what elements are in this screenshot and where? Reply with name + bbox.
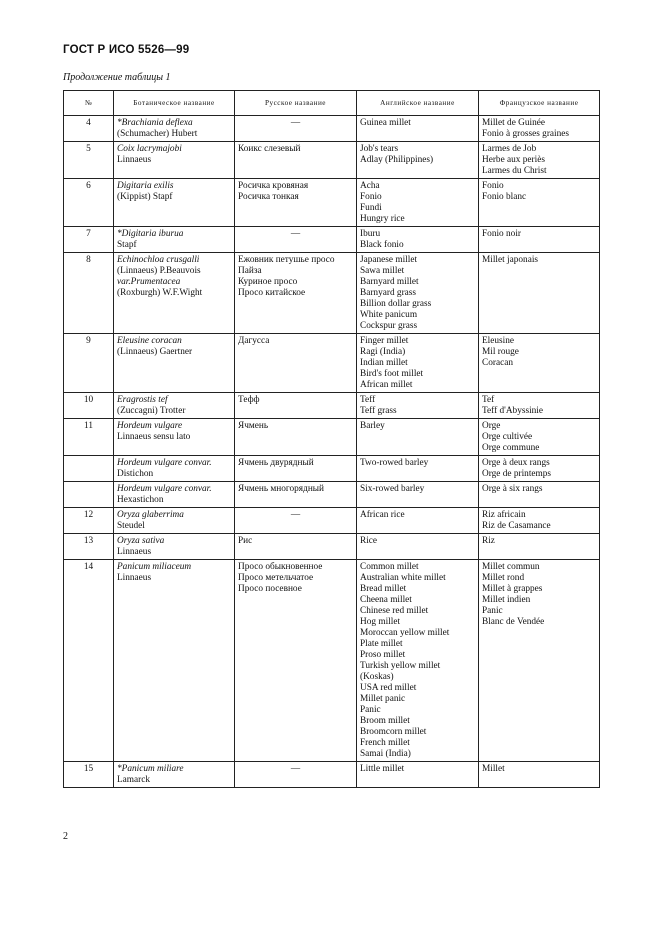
russian-name-line: Куриное просо [238, 277, 298, 287]
table-row [64, 456, 600, 482]
row-number [64, 482, 114, 508]
english-name-line: Billion dollar grass [360, 299, 432, 309]
french-name-line: Riz de Casamance [482, 521, 551, 531]
french-name-cell [479, 534, 600, 560]
botanical-name-line: Oryza glaberrima [117, 510, 184, 520]
botanical-name-line: (Schumacher) Hubert [117, 129, 198, 139]
english-name-line: Teff [360, 395, 376, 405]
french-name-line: Orge cultivée [482, 432, 533, 442]
botanical-name-line: *Panicum miliare [117, 764, 184, 774]
french-name-line: Fonio blanc [482, 192, 527, 202]
botanical-name-line: Hordeum vulgare [117, 421, 183, 431]
botanical-name-line: Hordeum vulgare convar. [117, 458, 212, 468]
column-header-french: Французское название [479, 91, 600, 116]
english-name-cell [357, 508, 479, 534]
french-name-cell [479, 179, 600, 227]
english-name-line: Plate millet [360, 639, 403, 649]
russian-name-line: Коикс слезевый [238, 144, 301, 154]
botanical-name-line: *Brachiania deflexa [117, 118, 193, 128]
table-row [64, 762, 600, 788]
english-name-line: Acha [360, 181, 380, 191]
table-row [64, 227, 600, 253]
botanical-name-line: Linnaeus [117, 547, 152, 557]
russian-name-cell [235, 508, 357, 534]
english-name-line: Cockspur grass [360, 321, 418, 331]
french-name-line: Millet commun [482, 562, 540, 572]
french-name-line: Riz africain [482, 510, 526, 520]
english-name-line: Chinese red millet [360, 606, 429, 616]
english-name-line: Bird's foot millet [360, 369, 424, 379]
russian-name-cell [235, 419, 357, 456]
french-name-cell [479, 253, 600, 334]
english-name-line: Ragi (India) [360, 347, 406, 357]
table-body [64, 116, 600, 788]
french-name-line: Coracan [482, 358, 513, 368]
english-name-line: Proso millet [360, 650, 406, 660]
english-name-cell [357, 762, 479, 788]
french-name-line: Fonio à grosses graines [482, 129, 570, 139]
english-name-cell [357, 179, 479, 227]
russian-name-cell [235, 253, 357, 334]
botanical-name-line: Panicum miliaceum [117, 562, 192, 572]
row-number: 5 [64, 142, 114, 179]
table-row [64, 179, 600, 227]
row-number: 14 [64, 560, 114, 762]
russian-name-cell [235, 482, 357, 508]
english-name-line: Barnyard millet [360, 277, 419, 287]
table-row [64, 419, 600, 456]
botanical-name-cell [114, 334, 235, 393]
french-name-line: Millet à grappes [482, 584, 543, 594]
french-name-line: Millet de Guinée [482, 118, 545, 128]
french-name-line: Larmes du Christ [482, 166, 547, 176]
botanical-name-line: Eragrostis tef [117, 395, 168, 405]
english-name-cell [357, 142, 479, 179]
russian-name-line: Просо китайское [238, 288, 306, 298]
russian-name-line: — [290, 510, 301, 520]
botanical-name-line: (Roxburgh) W.F.Wight [117, 288, 203, 298]
russian-name-line: — [290, 764, 301, 774]
botanical-name-cell [114, 762, 235, 788]
french-name-line: Millet [482, 764, 505, 774]
table-row [64, 116, 600, 142]
botanical-name-line: Echinochloa crusgalli [117, 255, 200, 265]
botanical-name-cell [114, 227, 235, 253]
english-name-cell [357, 456, 479, 482]
french-name-line: Millet japonais [482, 255, 539, 265]
botanical-name-line: var.Prumentacea [117, 277, 181, 287]
french-name-line: Eleusine [482, 336, 515, 346]
russian-name-line: Просо посевное [238, 584, 302, 594]
botanical-name-line: Distichon [117, 469, 154, 479]
column-header-botanical: Ботаническое название [114, 91, 235, 116]
french-name-line: Fonio [482, 181, 504, 191]
english-name-line: Indian millet [360, 358, 408, 368]
russian-name-cell [235, 534, 357, 560]
russian-name-cell [235, 179, 357, 227]
english-name-line: USA red millet [360, 683, 417, 693]
french-name-line: Millet rond [482, 573, 525, 583]
english-name-line: Broom millet [360, 716, 410, 726]
russian-name-line: Тефф [238, 395, 260, 405]
english-name-cell [357, 253, 479, 334]
botanical-name-cell [114, 142, 235, 179]
russian-name-cell [235, 334, 357, 393]
english-name-cell [357, 227, 479, 253]
english-name-cell [357, 482, 479, 508]
russian-name-line: Росичка тонкая [238, 192, 299, 202]
french-name-cell [479, 227, 600, 253]
english-name-line: Millet panic [360, 694, 406, 704]
english-name-cell [357, 393, 479, 419]
english-name-cell [357, 560, 479, 762]
english-name-line: (Koskas) [360, 672, 394, 682]
french-name-cell [479, 334, 600, 393]
english-name-cell [357, 334, 479, 393]
table-row [64, 508, 600, 534]
botanical-name-cell [114, 456, 235, 482]
row-number: 7 [64, 227, 114, 253]
botanical-name-line: Linnaeus [117, 155, 152, 165]
french-name-line: Tef [482, 395, 495, 405]
english-name-cell [357, 116, 479, 142]
english-name-line: Six-rowed barley [360, 484, 425, 494]
row-number: 6 [64, 179, 114, 227]
row-number: 4 [64, 116, 114, 142]
russian-name-cell [235, 762, 357, 788]
english-name-line: Rice [360, 536, 378, 546]
french-name-cell [479, 419, 600, 456]
english-name-line: Sawa millet [360, 266, 405, 276]
table-row [64, 482, 600, 508]
russian-name-line: Ячмень двурядный [238, 458, 314, 468]
english-name-line: Adlay (Philippines) [360, 155, 434, 165]
botanical-name-line: (Linnaeus) P.Beauvois [117, 266, 201, 276]
french-name-line: Larmes de Job [482, 144, 537, 154]
botanical-name-cell [114, 419, 235, 456]
english-name-line: Hog millet [360, 617, 401, 627]
english-name-line: Samai (India) [360, 749, 411, 759]
english-name-line: White panicum [360, 310, 418, 320]
english-name-line: Turkish yellow millet [360, 661, 441, 671]
table-caption: Продолжение таблицы 1 [63, 72, 171, 83]
russian-name-cell [235, 227, 357, 253]
botanical-name-line: Eleusine coracan [117, 336, 182, 346]
botanical-name-line: Linnaeus [117, 573, 152, 583]
row-number: 10 [64, 393, 114, 419]
english-name-cell [357, 419, 479, 456]
table-row [64, 534, 600, 560]
russian-name-line: Рис [238, 536, 253, 546]
english-name-line: French millet [360, 738, 410, 748]
french-name-line: Fonio noir [482, 229, 521, 239]
english-name-line: Moroccan yellow millet [360, 628, 450, 638]
russian-name-line: — [290, 118, 301, 128]
french-name-cell [479, 560, 600, 762]
botanical-name-cell [114, 482, 235, 508]
french-name-cell [479, 508, 600, 534]
russian-name-line: Ежовник петушье просо [238, 255, 335, 265]
row-number: 11 [64, 419, 114, 456]
french-name-line: Orge à six rangs [482, 484, 543, 494]
english-name-line: Hungry rice [360, 214, 405, 224]
botanical-name-line: Oryza sativa [117, 536, 165, 546]
english-name-line: Fundi [360, 203, 382, 213]
french-name-line: Riz [482, 536, 495, 546]
french-name-line: Orge de printemps [482, 469, 552, 479]
french-name-cell [479, 456, 600, 482]
english-name-line: Broomcorn millet [360, 727, 427, 737]
botanical-name-line: Lamarck [117, 775, 151, 785]
english-name-line: Japanese millet [360, 255, 418, 265]
document-title: ГОСТ Р ИСО 5526—99 [63, 44, 190, 56]
botanical-name-line: Steudel [117, 521, 145, 531]
botanical-name-line: Stapf [117, 240, 137, 250]
french-name-line: Orge à deux rangs [482, 458, 550, 468]
russian-name-cell [235, 116, 357, 142]
botanical-name-line: Coix lacrymajobi [117, 144, 182, 154]
english-name-line: Cheena millet [360, 595, 412, 605]
botanical-name-cell [114, 253, 235, 334]
english-name-line: Job's tears [360, 144, 399, 154]
french-name-cell [479, 142, 600, 179]
table-row [64, 334, 600, 393]
column-header-english: Английское название [357, 91, 479, 116]
russian-name-line: Просо обыкновенное [238, 562, 323, 572]
botanical-name-cell [114, 393, 235, 419]
botanical-name-cell [114, 116, 235, 142]
row-number: 9 [64, 334, 114, 393]
french-name-cell [479, 116, 600, 142]
table-row [64, 560, 600, 762]
english-name-line: African millet [360, 380, 413, 390]
row-number: 15 [64, 762, 114, 788]
english-name-line: Guinea millet [360, 118, 411, 128]
russian-name-line: Росичка кровяная [238, 181, 309, 191]
english-name-line: Two-rowed barley [360, 458, 429, 468]
table-row [64, 142, 600, 179]
english-name-line: Finger millet [360, 336, 409, 346]
french-name-line: Blanc de Vendée [482, 617, 545, 627]
russian-name-line: Дагусса [238, 336, 270, 346]
english-name-cell [357, 534, 479, 560]
table-row [64, 253, 600, 334]
english-name-line: Barley [360, 421, 385, 431]
botanical-name-line: (Zuccagni) Trotter [117, 406, 186, 416]
botanical-name-line: (Kippist) Stapf [117, 192, 173, 202]
french-name-line: Herbe aux periès [482, 155, 545, 165]
botanical-name-cell [114, 534, 235, 560]
english-name-line: Australian white millet [360, 573, 446, 583]
french-name-cell [479, 393, 600, 419]
russian-name-line: — [290, 229, 301, 239]
cereal-names-table [63, 90, 600, 788]
english-name-line: Black fonio [360, 240, 404, 250]
english-name-line: Fonio [360, 192, 382, 202]
table-header-row [64, 91, 600, 116]
row-number [64, 456, 114, 482]
botanical-name-line: *Digitaria iburua [117, 229, 184, 239]
botanical-name-cell [114, 560, 235, 762]
english-name-line: Iburu [360, 229, 381, 239]
botanical-name-cell [114, 179, 235, 227]
page-number: 2 [63, 831, 68, 842]
english-name-line: Little millet [360, 764, 405, 774]
russian-name-line: Ячмень [238, 421, 269, 431]
column-header-russian: Русское название [235, 91, 357, 116]
english-name-line: Bread millet [360, 584, 407, 594]
botanical-name-line: (Linnaeus) Gaertner [117, 347, 193, 357]
russian-name-cell [235, 456, 357, 482]
botanical-name-cell [114, 508, 235, 534]
russian-name-cell [235, 393, 357, 419]
botanical-name-line: Digitaria exilis [117, 181, 174, 191]
french-name-cell [479, 482, 600, 508]
english-name-line: Panic [360, 705, 381, 715]
french-name-line: Panic [482, 606, 503, 616]
row-number: 8 [64, 253, 114, 334]
row-number: 13 [64, 534, 114, 560]
russian-name-cell [235, 142, 357, 179]
russian-name-cell [235, 560, 357, 762]
russian-name-line: Пайза [238, 266, 262, 276]
column-header-number: № [64, 91, 114, 116]
table-row [64, 393, 600, 419]
french-name-line: Orge [482, 421, 501, 431]
botanical-name-line: Hexastichon [117, 495, 164, 505]
botanical-name-line: Linnaeus sensu lato [117, 432, 191, 442]
french-name-line: Orge commune [482, 443, 540, 453]
english-name-line: Common millet [360, 562, 419, 572]
french-name-line: Teff d'Abyssinie [482, 406, 544, 416]
french-name-line: Mil rouge [482, 347, 519, 357]
french-name-cell [479, 762, 600, 788]
russian-name-line: Ячмень многорядный [238, 484, 325, 494]
french-name-line: Millet indien [482, 595, 531, 605]
english-name-line: Teff grass [360, 406, 397, 416]
botanical-name-line: Hordeum vulgare convar. [117, 484, 212, 494]
english-name-line: African rice [360, 510, 405, 520]
russian-name-line: Просо метельчатое [238, 573, 314, 583]
row-number: 12 [64, 508, 114, 534]
english-name-line: Barnyard grass [360, 288, 417, 298]
